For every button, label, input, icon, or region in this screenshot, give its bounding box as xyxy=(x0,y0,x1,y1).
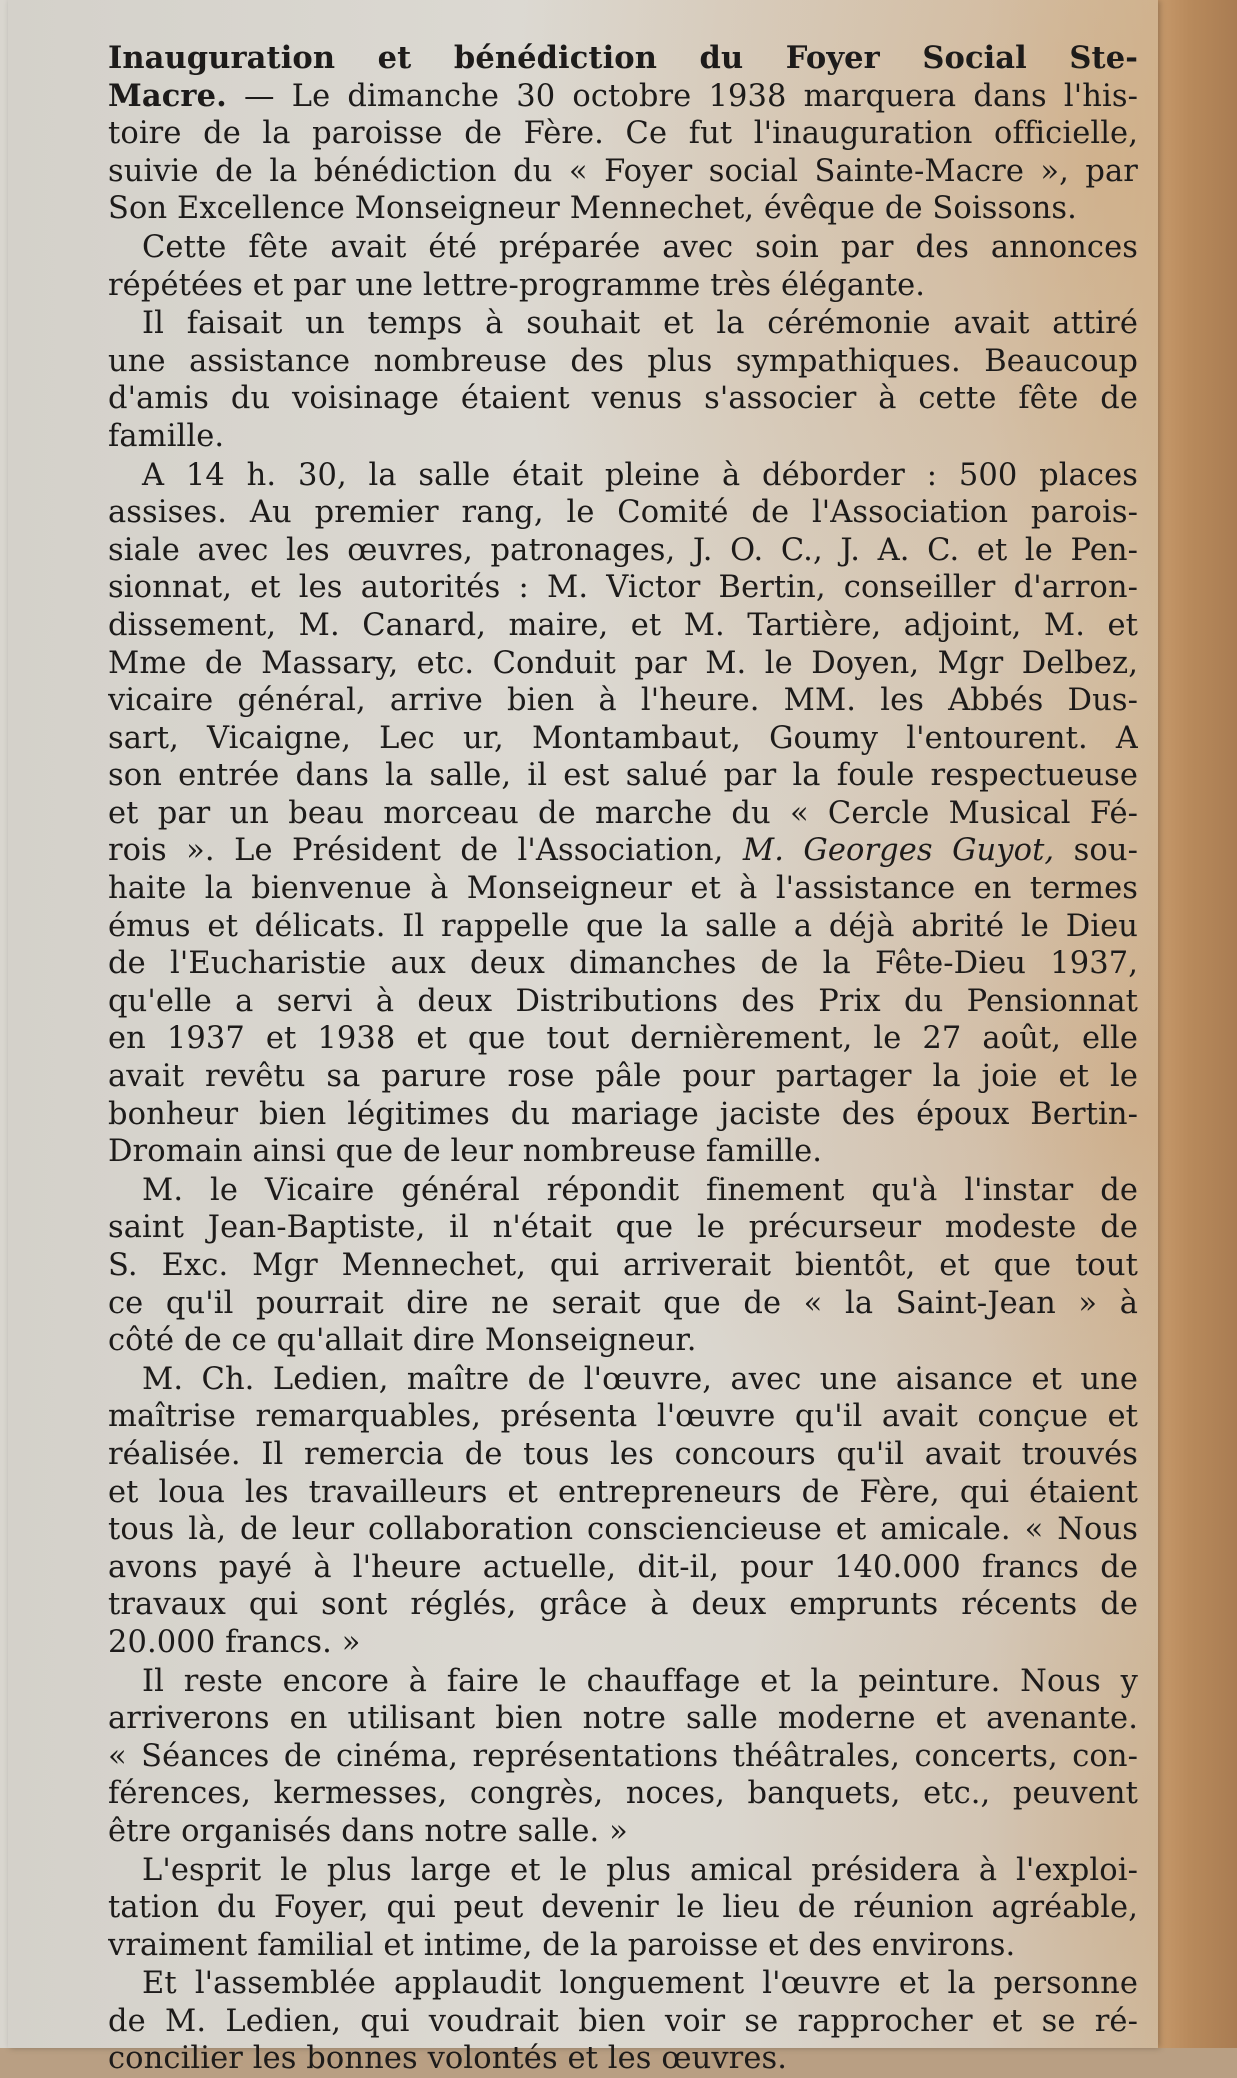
text-line xyxy=(108,115,1138,153)
line-text: ce qu'il pourrait dire ne serait que de « la Saint-Jean » à xyxy=(108,1285,1138,1321)
text-line xyxy=(108,1852,1138,1890)
text-line xyxy=(108,2003,1138,2041)
text-line xyxy=(108,720,1138,758)
text-line xyxy=(108,1209,1138,1247)
line-text: réalisée. Il remercia de tous les concours qu'il avait trouvés xyxy=(108,1436,1138,1472)
italic-name: M. Georges Guyot, xyxy=(742,833,1055,869)
text-line xyxy=(108,945,1138,983)
text-line xyxy=(108,1965,1138,2003)
text-line xyxy=(108,908,1138,946)
line-text: suivie de la bénédiction du « Foyer social Sainte-Macre », par xyxy=(108,153,1138,189)
line-text: Mme de Massary, etc. Conduit par M. le Doyen, Mgr Delbez, xyxy=(108,645,1138,681)
article-heading: Inauguration et bénédiction du Foyer Social Ste- xyxy=(108,40,1138,76)
line-text: sionnat, et les autorités : M. Victor Bertin, conseiller d'arron- xyxy=(108,570,1138,606)
line-text: et par un beau morceau de marche du « Cercle Musical Fé- xyxy=(108,795,1138,831)
text-line xyxy=(108,1436,1138,1474)
line-text: A 14 h. 30, la salle était pleine à déborder : 500 places xyxy=(142,457,1138,493)
text-line xyxy=(108,607,1138,645)
article-body xyxy=(108,40,1138,2078)
line-text: vicaire général, arrive bien à l'heure. MM. les Abbés Dus- xyxy=(108,683,1138,719)
line-text: L'esprit le plus large et le plus amical présidera à l'exploi- xyxy=(142,1852,1138,1888)
text-line xyxy=(108,1096,1138,1134)
line-text: toire de la paroisse de Fère. Ce fut l'inauguration officielle, xyxy=(108,116,1138,152)
text-line xyxy=(108,795,1138,833)
paragraph-p4 xyxy=(108,457,1138,1171)
text-line xyxy=(108,1172,1138,1210)
line-text: en 1937 et 1938 et que tout dernièrement, le 27 août, elle xyxy=(108,1021,1138,1057)
paragraph-p6 xyxy=(108,1361,1138,1662)
paragraph-p9 xyxy=(108,1965,1138,2078)
line-text-after: sou- xyxy=(1054,833,1138,869)
line-text: d'amis du voisinage étaient venus s'associer à cette fête de xyxy=(108,381,1138,417)
line-text: de l'Eucharistie aux deux dimanches de la Fête-Dieu 1937, xyxy=(108,946,1138,982)
text-line xyxy=(108,1322,1138,1360)
text-line xyxy=(108,1889,1138,1927)
article-heading: Macre. xyxy=(108,77,227,114)
paragraph-p7 xyxy=(108,1663,1138,1851)
line-text: rois ». Le Président de l'Association, xyxy=(108,833,743,869)
line-text: avait revêtu sa parure rose pâle pour partager la joie et le xyxy=(108,1059,1138,1095)
text-line xyxy=(108,1361,1138,1399)
paragraph-p2 xyxy=(108,229,1138,304)
line-text: M. Ch. Ledien, maître de l'œuvre, avec une aisance et une xyxy=(142,1361,1138,1397)
text-line xyxy=(108,229,1138,267)
text-line xyxy=(108,305,1138,343)
text-line xyxy=(108,645,1138,683)
line-text: Il reste encore à faire le chauffage et la peinture. Nous y xyxy=(142,1663,1138,1699)
line-text: 20.000 francs. » xyxy=(108,1624,361,1660)
line-text: tous là, de leur collaboration consciencieuse et amicale. « Nous xyxy=(108,1512,1138,1548)
line-text: bonheur bien légitimes du mariage jaciste des époux Bertin- xyxy=(108,1096,1138,1132)
line-text: côté de ce qu'allait dire Monseigneur. xyxy=(108,1323,697,1359)
text-line xyxy=(108,1549,1138,1587)
line-text: S. Exc. Mgr Mennechet, qui arriverait bientôt, et que tout xyxy=(108,1248,1138,1283)
text-line xyxy=(108,1285,1138,1323)
text-line xyxy=(108,832,1138,870)
line-text: férences, kermesses, congrès, noces, banquets, etc., peuvent xyxy=(108,1776,1138,1812)
text-line xyxy=(108,380,1138,418)
line-text: maîtrise remarquables, présenta l'œuvre qu'il avait conçue et xyxy=(108,1399,1138,1435)
line-text: Son Excellence Monseigneur Mennechet, évêque de Soissons. xyxy=(108,191,1077,227)
text-line xyxy=(108,1247,1138,1285)
text-line xyxy=(108,1624,1138,1662)
line-text: et loua les travailleurs et entrepreneurs de Fère, qui étaient xyxy=(108,1474,1138,1510)
text-line xyxy=(108,1398,1138,1436)
line-text: qu'elle a servi à deux Distributions des Prix du Pensionnat xyxy=(108,983,1138,1019)
text-line xyxy=(108,757,1138,795)
text-line xyxy=(108,1058,1138,1096)
text-line xyxy=(108,1813,1138,1851)
line-text: famille. xyxy=(108,418,225,454)
text-line xyxy=(108,153,1138,191)
line-text: travaux qui sont réglés, grâce à deux emprunts récents de xyxy=(108,1587,1138,1623)
text-line xyxy=(108,870,1138,908)
document-page xyxy=(8,0,1158,2077)
text-line xyxy=(108,1775,1138,1813)
line-text: Il faisait un temps à souhait et la cérémonie avait attiré xyxy=(142,306,1138,342)
text-line xyxy=(108,983,1138,1021)
text-line xyxy=(108,1511,1138,1549)
line-text: siale avec les œuvres, patronages, J. O. C., J. A. C. et le Pen- xyxy=(108,532,1138,568)
text-line xyxy=(108,1738,1138,1776)
line-text: saint Jean-Baptiste, il n'était que le précurseur modeste de xyxy=(108,1210,1138,1246)
line-text: sart, Vicaigne, Lec ur, Montambaut, Goumy l'entourent. A xyxy=(108,720,1138,756)
line-text: avons payé à l'heure actuelle, dit-il, pour 140.000 francs de xyxy=(108,1549,1138,1585)
paragraph-p8 xyxy=(108,1852,1138,1965)
paragraph-p5 xyxy=(108,1172,1138,1360)
line-text: Dromain ainsi que de leur nombreuse famille. xyxy=(108,1134,823,1170)
text-line xyxy=(108,78,1138,116)
text-line xyxy=(108,1474,1138,1512)
line-text: vraiment familial et intime, de la paroisse et des environs. xyxy=(108,1927,1016,1963)
paragraph-p3 xyxy=(108,305,1138,455)
text-line xyxy=(108,343,1138,381)
text-line xyxy=(108,1663,1138,1701)
line-text: Et l'assemblée applaudit longuement l'œuvre et la personne xyxy=(142,1966,1138,2002)
line-text: « Séances de cinéma, représentations théâtrales, concerts, con- xyxy=(108,1738,1138,1774)
line-text: Cette fête avait été préparée avec soin par des annonces xyxy=(142,229,1138,265)
line-text: son entrée dans la salle, il est salué par la foule respectueuse xyxy=(108,758,1138,794)
line-text: de M. Ledien, qui voudrait bien voir se rapprocher et se ré- xyxy=(108,2003,1138,2039)
line-text: une assistance nombreuse des plus sympathiques. Beaucoup xyxy=(108,343,1138,379)
text-line xyxy=(108,267,1138,305)
line-text: arriverons en utilisant bien notre salle moderne et avenante. xyxy=(108,1701,1138,1737)
line-text: M. le Vicaire général répondit finement qu'à l'instar de xyxy=(142,1172,1138,1208)
text-line xyxy=(108,569,1138,607)
line-text: haite la bienvenue à Monseigneur et à l'assistance en termes xyxy=(108,871,1138,907)
line-text: répétées et par une lettre-programme très élégante. xyxy=(108,267,926,303)
text-line xyxy=(108,1020,1138,1058)
paragraph-p1 xyxy=(108,40,1138,228)
text-line xyxy=(108,1133,1138,1171)
line-text: assises. Au premier rang, le Comité de l'Association parois- xyxy=(108,495,1138,531)
text-line xyxy=(108,40,1138,78)
text-line xyxy=(108,2040,1138,2078)
text-line xyxy=(108,1927,1138,1965)
text-line xyxy=(108,682,1138,720)
line-text: tation du Foyer, qui peut devenir le lieu de réunion agréable, xyxy=(108,1890,1138,1926)
text-line xyxy=(108,1700,1138,1738)
line-text: émus et délicats. Il rappelle que la salle a déjà abrité le Dieu xyxy=(108,908,1138,944)
text-line xyxy=(108,1586,1138,1624)
text-line xyxy=(108,494,1138,532)
text-line xyxy=(108,418,1138,456)
line-text: être organisés dans notre salle. » xyxy=(108,1813,628,1849)
line-text: — Le dimanche 30 octobre 1938 marquera dans l'his- xyxy=(226,78,1138,114)
text-line xyxy=(108,532,1138,570)
text-line xyxy=(108,457,1138,495)
text-line xyxy=(108,190,1138,228)
line-text: dissement, M. Canard, maire, et M. Tartière, adjoint, M. et xyxy=(108,607,1138,643)
line-text: concilier les bonnes volontés et les œuvres. xyxy=(108,2041,788,2077)
table-edge xyxy=(1158,0,1237,2048)
